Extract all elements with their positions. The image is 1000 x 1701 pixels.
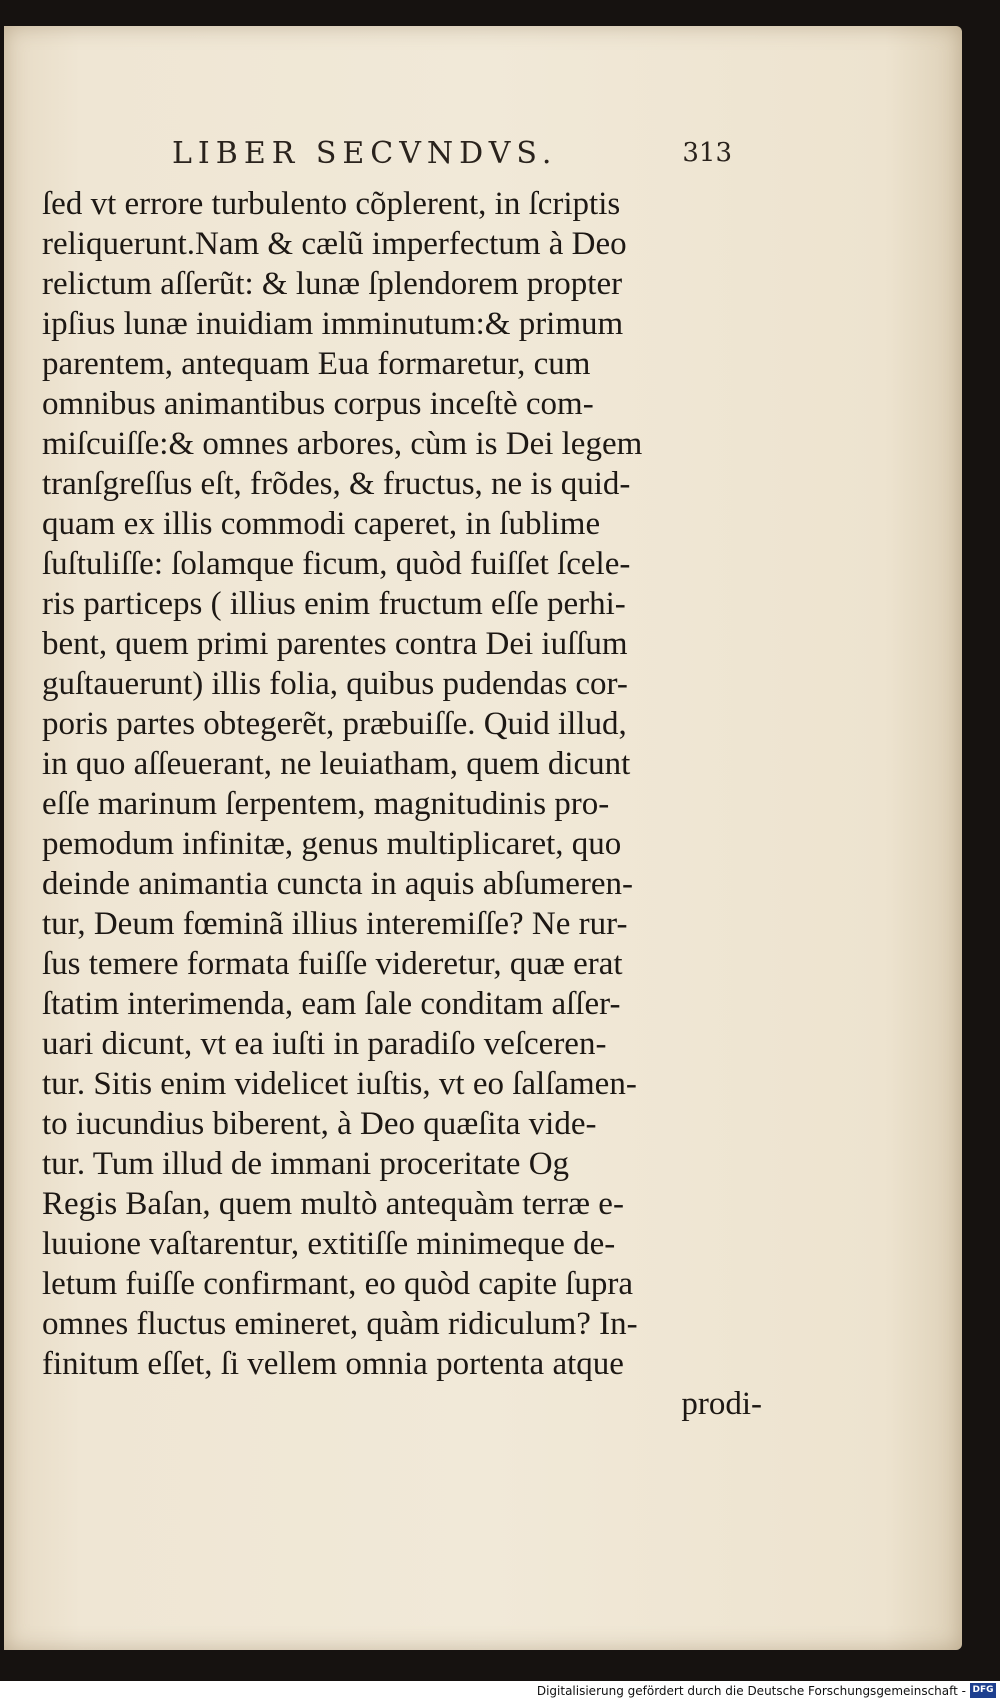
text-line: deinde animantia cuncta in aquis abſumeren- xyxy=(42,866,634,902)
text-line: relictum aſſerũt: & lunæ ſplendorem propter xyxy=(42,266,623,302)
dfg-logo: DFG xyxy=(970,1683,996,1698)
text-line: quam ex illis commodi caperet, in ſublime xyxy=(42,506,601,542)
funding-credit: Digitalisierung gefördert durch die Deutsche Forschungsgemeinschaft - xyxy=(536,1684,966,1698)
text-line: uari dicunt, vt ea iuſti in paradiſo veſceren- xyxy=(42,1026,607,1062)
body-text xyxy=(42,177,762,1537)
text-line: ipſius lunæ inuidiam imminutum:& primum xyxy=(42,306,624,342)
text-line: omnes fluctus emineret, quàm ridiculum? In- xyxy=(42,1306,638,1342)
text-line: letum fuiſſe confirmant, eo quòd capite ſupra xyxy=(42,1266,634,1302)
text-line: tur. Tum illud de immani proceritate Og xyxy=(42,1146,570,1182)
text-line: ris particeps ( illius enim fructum eſſe perhi- xyxy=(42,586,626,622)
text-line: miſcuiſſe:& omnes arbores, cùm is Dei legem xyxy=(42,426,643,462)
text-line: parentem, antequam Eua formaretur, cum xyxy=(42,346,591,382)
text-line: to iucundius biberent, à Deo quæſita vide- xyxy=(42,1106,597,1142)
text-line: pemodum infinitæ, genus multiplicaret, quo xyxy=(42,826,622,862)
text-line: tur, Deum fœminã illius interemiſſe? Ne rur- xyxy=(42,906,628,942)
text-line: ſus temere formata fuiſſe videretur, quæ erat xyxy=(42,946,623,982)
text-line: ſuſtuliſſe: ſolamque ficum, quòd fuiſſet ſcele- xyxy=(42,546,631,582)
text-line: in quo aſſeuerant, ne leuiatham, quem dicunt xyxy=(42,746,631,782)
book-page xyxy=(4,26,962,1650)
text-line: tranſgreſſus eſt, frõdes, & fructus, ne is quid- xyxy=(42,466,631,502)
text-line: luuione vaſtarentur, extitiſſe minimeque de- xyxy=(42,1226,616,1262)
text-line: reliquerunt.Nam & cælũ imperfectum à Deo xyxy=(42,226,627,262)
digitization-footer xyxy=(0,1681,1000,1701)
page-number: 313 xyxy=(682,138,732,168)
text-line: ſtatim interimenda, eam ſale conditam aſſer- xyxy=(42,986,621,1022)
text-line: ſed vt errore turbulento cõplerent, in ſcriptis xyxy=(42,186,621,222)
text-line: finitum eſſet, ſi vellem omnia portenta atque xyxy=(42,1346,624,1382)
text-line: omnibus animantibus corpus inceſtè com- xyxy=(42,386,594,422)
text-line: Regis Baſan, quem multò antequàm terræ e- xyxy=(42,1186,624,1222)
text-line: poris partes obtegerẽt, præbuiſſe. Quid illud, xyxy=(42,706,627,742)
text-line: bent, quem primi parentes contra Dei iuſſum xyxy=(42,626,628,662)
text-line: tur. Sitis enim videlicet iuſtis, vt eo ſalſamen- xyxy=(42,1066,637,1102)
catchword: prodi- xyxy=(681,1386,762,1422)
text-line: eſſe marinum ſerpentem, magnitudinis pro- xyxy=(42,786,610,822)
running-head xyxy=(172,136,732,178)
running-head-title: LIBER SECVNDVS. xyxy=(172,136,558,171)
text-line: guſtauerunt) illis folia, quibus pudendas cor- xyxy=(42,666,628,702)
